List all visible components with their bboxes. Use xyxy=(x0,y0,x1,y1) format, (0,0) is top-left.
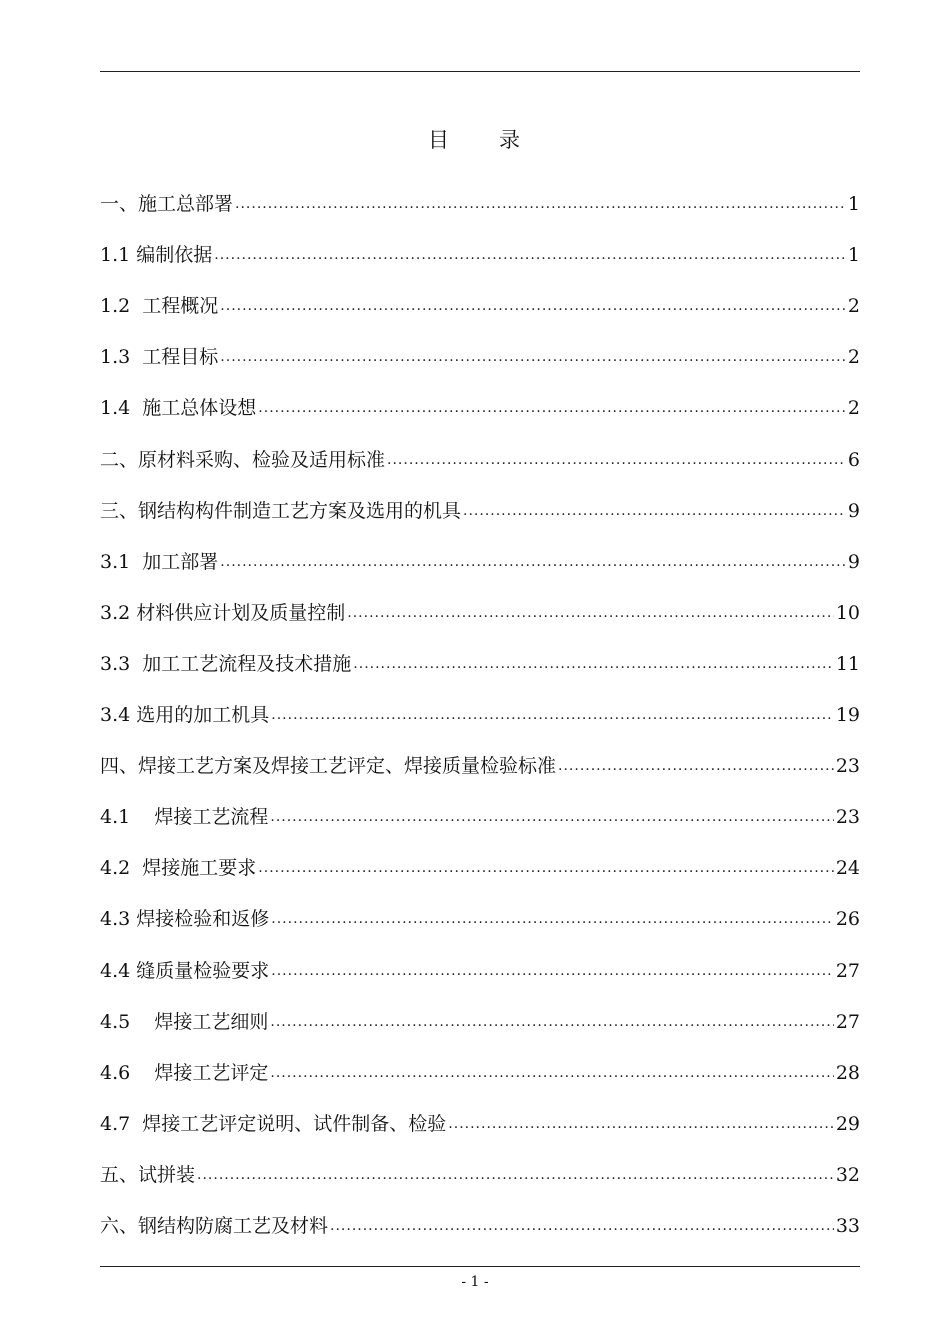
toc-entry-label: 四、焊接工艺方案及焊接工艺评定、焊接质量检验标准 xyxy=(100,755,557,778)
toc-entry-page: 29 xyxy=(835,1112,860,1135)
toc-entry-page: 1 xyxy=(847,244,860,267)
toc-entry-label: 4.3 焊接检验和返修 xyxy=(100,908,270,931)
toc-entry[interactable] xyxy=(100,1085,860,1136)
toc-entry[interactable] xyxy=(100,778,860,829)
toc-entry-label: 3.4 选用的加工机具 xyxy=(100,704,270,727)
toc-entry-page: 2 xyxy=(847,346,860,369)
toc-entry-page: 2 xyxy=(847,397,860,420)
toc-entry-page: 9 xyxy=(847,499,860,522)
toc-entry-page: 27 xyxy=(835,1010,860,1033)
toc-leader-dots xyxy=(235,194,846,216)
page-title xyxy=(0,124,950,154)
toc-leader-dots xyxy=(270,1012,833,1034)
toc-entry[interactable] xyxy=(100,574,860,625)
toc-entry[interactable] xyxy=(100,880,860,931)
toc-entry-page: 19 xyxy=(835,704,860,727)
toc-entry[interactable] xyxy=(100,1187,860,1238)
toc-entry[interactable] xyxy=(100,165,860,216)
toc-entry-page: 28 xyxy=(835,1061,860,1084)
toc-entry[interactable] xyxy=(100,625,860,676)
toc-leader-dots xyxy=(330,1216,834,1238)
toc-entry-label: 二、原材料采购、检验及适用标准 xyxy=(100,448,386,471)
toc-leader-dots xyxy=(463,501,846,523)
toc-leader-dots xyxy=(271,909,834,931)
toc-entry-label: 一、施工总部署 xyxy=(100,193,234,216)
toc-entry-label: 1.2 工程概况 xyxy=(100,295,219,318)
toc-entry-page: 2 xyxy=(847,295,860,318)
toc-entry[interactable] xyxy=(100,267,860,318)
toc-leader-dots xyxy=(220,552,846,574)
toc-entry-label: 4.5 焊接工艺细则 xyxy=(100,1010,269,1033)
toc-entry-page: 27 xyxy=(835,959,860,982)
toc-entry-label: 4.4 缝质量检验要求 xyxy=(100,959,270,982)
toc-entry[interactable] xyxy=(100,523,860,574)
title-right: 录 xyxy=(499,128,522,152)
toc-leader-dots xyxy=(214,245,846,267)
toc-leader-dots xyxy=(220,347,846,369)
toc-entry-page: 26 xyxy=(835,908,860,931)
table-of-contents xyxy=(100,165,860,1238)
footer-rule xyxy=(100,1266,860,1267)
toc-entry[interactable] xyxy=(100,472,860,523)
toc-leader-dots xyxy=(271,705,834,727)
toc-leader-dots xyxy=(448,1114,834,1136)
toc-entry-label: 4.6 焊接工艺评定 xyxy=(100,1061,269,1084)
toc-entry-page: 11 xyxy=(835,652,860,675)
toc-entry-label: 1.1 编制依据 xyxy=(100,244,213,267)
header-rule xyxy=(100,71,860,72)
toc-entry-label: 3.3 加工工艺流程及技术措施 xyxy=(100,652,352,675)
toc-entry-label: 4.2 焊接施工要求 xyxy=(100,857,257,880)
toc-leader-dots xyxy=(258,398,846,420)
toc-entry-label: 五、试拼装 xyxy=(100,1163,196,1186)
toc-entry-label: 3.1 加工部署 xyxy=(100,550,219,573)
toc-entry-page: 33 xyxy=(835,1214,860,1237)
toc-entry-page: 23 xyxy=(835,755,860,778)
toc-entry[interactable] xyxy=(100,983,860,1034)
toc-entry-page: 9 xyxy=(847,550,860,573)
toc-entry-page: 1 xyxy=(847,193,860,216)
toc-entry-page: 32 xyxy=(835,1163,860,1186)
toc-leader-dots xyxy=(387,450,846,472)
toc-entry[interactable] xyxy=(100,829,860,880)
toc-leader-dots xyxy=(270,807,833,829)
toc-leader-dots xyxy=(347,603,834,625)
page-number: - 1 - xyxy=(461,1274,489,1290)
toc-entry-page: 23 xyxy=(835,806,860,829)
toc-entry-label: 1.4 施工总体设想 xyxy=(100,397,257,420)
toc-entry-label: 3.2 材料供应计划及质量控制 xyxy=(100,601,346,624)
toc-entry[interactable] xyxy=(100,727,860,778)
toc-leader-dots xyxy=(197,1165,834,1187)
toc-leader-dots xyxy=(271,961,834,983)
toc-leader-dots xyxy=(558,756,834,778)
toc-entry-label: 六、钢结构防腐工艺及材料 xyxy=(100,1214,329,1237)
toc-leader-dots xyxy=(220,296,846,318)
toc-entry-page: 24 xyxy=(835,857,860,880)
title-left: 目 xyxy=(428,128,451,152)
toc-entry-label: 4.1 焊接工艺流程 xyxy=(100,806,269,829)
toc-entry[interactable] xyxy=(100,318,860,369)
toc-entry-label: 4.7 焊接工艺评定说明、试件制备、检验 xyxy=(100,1112,447,1135)
toc-leader-dots xyxy=(258,858,834,880)
toc-entry[interactable] xyxy=(100,676,860,727)
toc-leader-dots xyxy=(270,1063,833,1085)
toc-leader-dots xyxy=(353,654,834,676)
toc-entry[interactable] xyxy=(100,1034,860,1085)
toc-entry[interactable] xyxy=(100,931,860,982)
toc-entry[interactable] xyxy=(100,1136,860,1187)
toc-entry-label: 1.3 工程目标 xyxy=(100,346,219,369)
toc-entry[interactable] xyxy=(100,369,860,420)
toc-entry[interactable] xyxy=(100,216,860,267)
toc-entry-page: 6 xyxy=(847,448,860,471)
toc-entry-page: 10 xyxy=(835,601,860,624)
toc-entry[interactable] xyxy=(100,420,860,471)
toc-entry-label: 三、钢结构构件制造工艺方案及选用的机具 xyxy=(100,499,462,522)
